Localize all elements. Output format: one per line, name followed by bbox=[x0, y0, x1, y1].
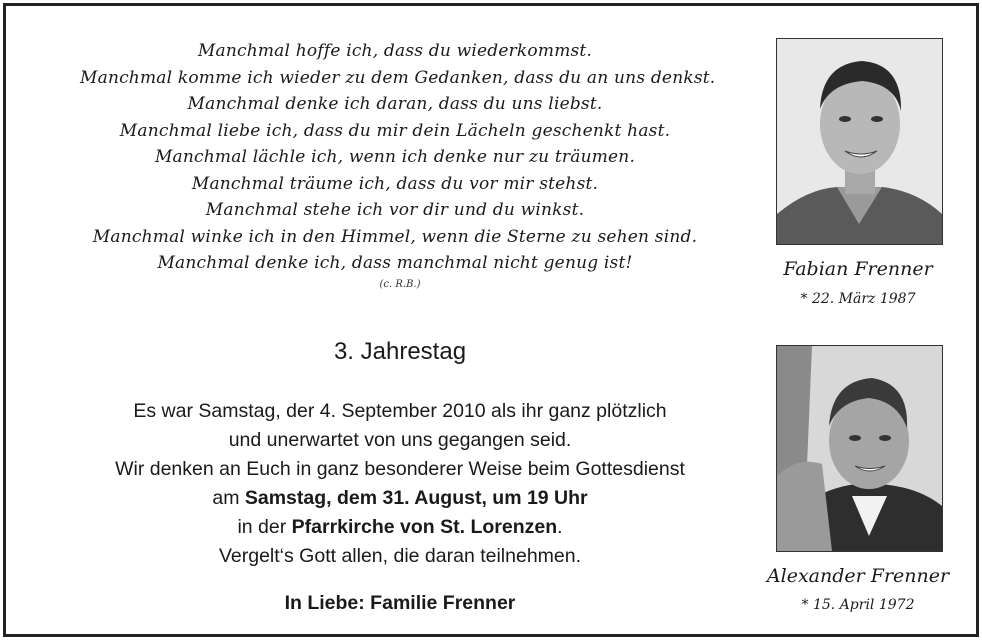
service-date: Samstag, dem 31. August, um 19 Uhr bbox=[244, 487, 588, 509]
birth-date: * 22. März 1987 bbox=[800, 291, 916, 307]
message-line: und unerwartet von uns gegangen seid. bbox=[228, 429, 572, 451]
poem-line: Manchmal träume ich, dass du vor mir stehst. bbox=[191, 173, 599, 194]
message-body bbox=[40, 397, 760, 542]
person-name: Alexander Frenner bbox=[766, 565, 950, 587]
poem-line: Manchmal denke ich, dass manchmal nicht genug ist! bbox=[157, 253, 633, 273]
message-line: Wir denken an Euch in ganz besonderer Weise beim Gottesdienst bbox=[115, 458, 685, 480]
signature: In Liebe: Familie Frenner bbox=[284, 592, 516, 614]
message-line bbox=[40, 484, 760, 513]
birth-date: * 15. April 1972 bbox=[801, 597, 915, 613]
message-text: . bbox=[557, 516, 563, 538]
poem bbox=[80, 38, 716, 277]
anniversary-heading: 3. Jahrestag bbox=[333, 338, 467, 365]
message-text: in der bbox=[237, 516, 287, 538]
message-line bbox=[40, 513, 760, 542]
person-name: Fabian Frenner bbox=[783, 258, 933, 280]
poem-credit: (c. R.B.) bbox=[379, 279, 421, 290]
poem-line: Manchmal lächle ich, wenn ich denke nur zu träumen. bbox=[154, 147, 636, 167]
poem-line: Manchmal winke ich in den Himmel, wenn die Sterne zu sehen sind. bbox=[92, 226, 698, 247]
poem-line: Manchmal liebe ich, dass du mir dein Lächeln geschenkt hast. bbox=[119, 120, 671, 141]
poem-line: Manchmal denke ich daran, dass du uns liebst. bbox=[187, 94, 603, 114]
message-text: am bbox=[212, 487, 240, 509]
poem-line: Manchmal hoffe ich, dass du wiederkommst. bbox=[197, 41, 593, 61]
poem-line: Manchmal stehe ich vor dir und du winkst. bbox=[205, 200, 585, 220]
portrait-photo-fabian bbox=[776, 38, 943, 245]
thanks-text: Vergelt‘s Gott allen, die daran teilnehmen. bbox=[218, 545, 582, 567]
service-location: Pfarrkirche von St. Lorenzen bbox=[291, 516, 558, 538]
poem-line: Manchmal komme ich wieder zu dem Gedanken, dass du an uns denkst. bbox=[80, 67, 716, 88]
portrait-image bbox=[777, 39, 942, 244]
portrait-image bbox=[777, 346, 942, 551]
message-line: Es war Samstag, der 4. September 2010 als ihr ganz plötzlich bbox=[133, 400, 667, 422]
portrait-photo-alexander bbox=[776, 345, 943, 552]
